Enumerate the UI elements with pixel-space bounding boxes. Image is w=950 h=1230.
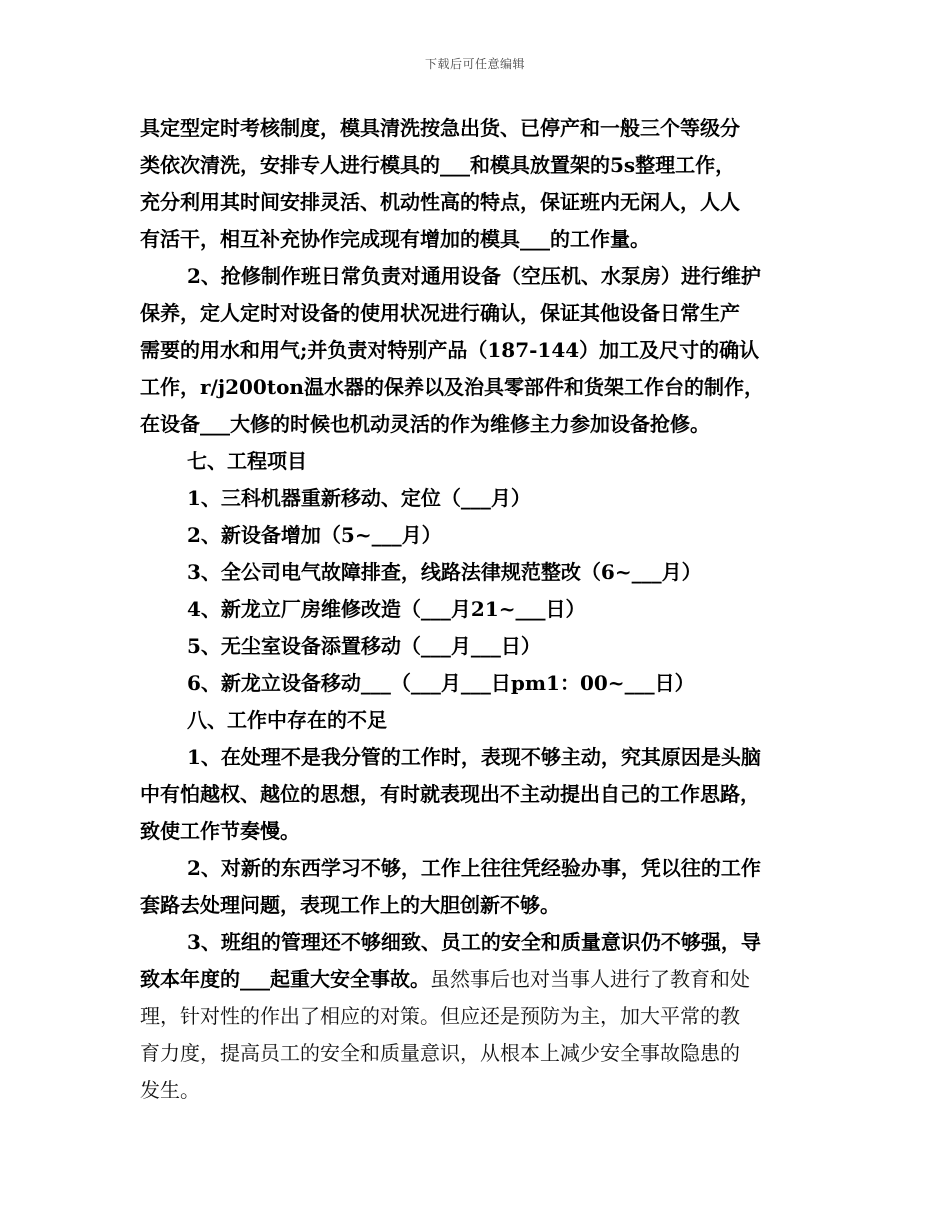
paragraph-line: 育力度，提高员工的安全和质量意识，从根本上减少安全事故隐患的 [140,1041,740,1065]
paragraph-line: 发生。 [140,1078,200,1102]
paragraph-line: 工作，r/j200ton温水器的保养以及治具零部件和货架工作台的制作， [140,375,764,399]
paragraph-line: 具定型定时考核制度，模具清洗按急出货、已停产和一般三个等级分 [140,116,740,140]
paragraph-line: 保养，定人定时对设备的使用状况进行确认，保证其他设备日常生产 [140,301,740,325]
list-item: 5、无尘室设备添置移动（___月___日） [187,634,541,658]
paragraph-line: 套路去处理问题，表现工作上的大胆创新不够。 [140,893,560,917]
list-item: 4、新龙立厂房维修改造（___月21~___日） [187,597,586,621]
paragraph-line: 在设备___大修的时候也机动灵活的作为维修主力参加设备抢修。 [140,412,710,436]
list-item: 3、全公司电气故障排查，线路法律规范整改（6~___月） [187,560,702,584]
paragraph-line-bold: 致本年度的___起重大安全事故。 [140,967,430,991]
section-heading: 八、工作中存在的不足 [187,708,387,732]
list-item: 6、新龙立设备移动___（___月___日pm1：00~___日） [187,671,695,695]
paragraph-line: 2、对新的东西学习不够，工作上往往凭经验办事，凭以往的工作 [187,856,761,880]
list-item: 1、三科机器重新移动、定位（___月） [187,486,531,510]
list-item: 2、新设备增加（5~___月） [187,523,442,547]
paragraph-line: 类依次清洗，安排专人进行模具的___和模具放置架的5s整理工作， [140,153,736,177]
paragraph-line: 充分利用其时间安排灵活、机动性高的特点，保证班内无闲人，人人 [140,190,740,214]
paragraph-line: 3、班组的管理还不够细致、员工的安全和质量意识仍不够强，导 [187,930,761,954]
paragraph-line: 有活干，相互补充协作完成现有增加的模具___的工作量。 [140,227,650,251]
paragraph-line: 1、在处理不是我分管的工作时，表现不够主动，究其原因是头脑 [187,745,761,769]
paragraph-line: 中有怕越权、越位的思想，有时就表现出不主动提出自己的工作思路， [140,782,760,806]
paragraph-line: 需要的用水和用气;并负责对特别产品（187-144）加工及尺寸的确认 [140,338,760,362]
section-heading: 七、工程项目 [187,449,307,473]
paragraph-line [140,961,750,997]
paragraph-line: 2、抢修制作班日常负责对通用设备（空压机、水泵房）进行维护 [187,264,761,288]
paragraph-line: 致使工作节奏慢。 [140,819,300,843]
page-header: 下载后可任意编辑 [424,57,525,71]
paragraph-line: 理，针对性的作出了相应的对策。但应还是预防为主，加大平常的教 [140,1004,740,1028]
paragraph-line-light: 虽然事后也对当事人进行了教育和处 [430,967,750,991]
